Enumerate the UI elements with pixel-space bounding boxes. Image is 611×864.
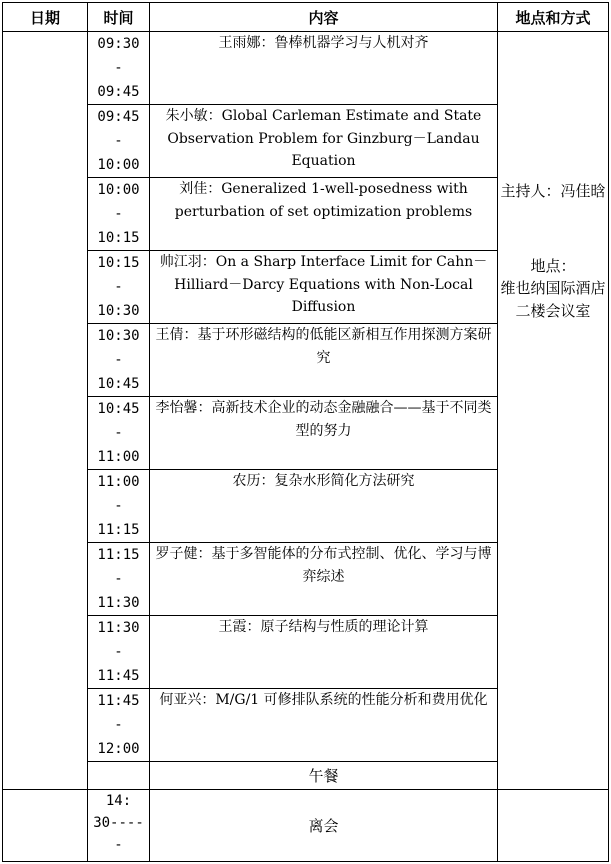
- session-title: 王雨娜：鲁棒机器学习与人机对齐: [150, 32, 498, 105]
- header-date: 日期: [3, 3, 88, 32]
- time-cell: 10:45 - 11:00: [88, 397, 150, 470]
- leave-date-cell: [3, 790, 88, 862]
- lunch-label: 午餐: [150, 762, 498, 790]
- header-time: 时间: [88, 3, 150, 32]
- header-row: [3, 3, 609, 32]
- time-cell: 11:00 - 11:15: [88, 470, 150, 543]
- session-title: 罗子健：基于多智能体的分布式控制、优化、学习与博弈综述: [150, 543, 498, 616]
- time-cell: 11:15 - 11:30: [88, 543, 150, 616]
- time-cell: 11:30 - 11:45: [88, 616, 150, 689]
- session-title: 何亚兴：M/G/1 可修排队系统的性能分析和费用优化: [150, 689, 498, 762]
- session-title: 朱小敏：Global Carleman Estimate and State Observation Problem for Ginzburg－Landau Equation: [150, 105, 498, 178]
- date-cell: [3, 32, 88, 790]
- time-cell: 10:15 - 10:30: [88, 251, 150, 324]
- header-content: 内容: [150, 3, 498, 32]
- place-cell: [498, 32, 609, 790]
- session-title: 帅江羽：On a Sharp Interface Limit for Cahn－Hilliard－Darcy Equations with Non-Local Diffusion: [150, 251, 498, 324]
- leave-place-cell: [498, 790, 609, 862]
- host-text: 主持人：冯佳晗: [500, 182, 606, 200]
- time-cell: 09:30 - 09:45: [88, 32, 150, 105]
- leave-label: 离会: [150, 790, 498, 862]
- leave-time-cell: 14: 30---- -: [88, 790, 150, 862]
- session-title: 刘佳：Generalized 1-well-posedness with perturbation of set optimization problems: [150, 178, 498, 251]
- session-title: 农历：复杂水形简化方法研究: [150, 470, 498, 543]
- session-title: 王霞：原子结构与性质的理论计算: [150, 616, 498, 689]
- venue-label: 地点：: [530, 256, 576, 275]
- time-cell: 11:45 - 12:00: [88, 689, 150, 762]
- header-place: 地点和方式: [498, 3, 609, 32]
- lunch-time-cell: [88, 762, 150, 790]
- time-cell: 10:00 - 10:15: [88, 178, 150, 251]
- session-title: 王倩：基于环形磁结构的低能区新相互作用探测方案研究: [150, 324, 498, 397]
- schedule-table: [2, 2, 609, 862]
- time-cell: 09:45 - 10:00: [88, 105, 150, 178]
- session-title: 李怡馨：高新技术企业的动态金融融合——基于不同类型的努力: [150, 397, 498, 470]
- leave-row: [3, 790, 609, 862]
- time-cell: 10:30 - 10:45: [88, 324, 150, 397]
- venue-text: 维也纳国际酒店二楼会议室: [500, 279, 606, 320]
- table-row: [3, 32, 609, 105]
